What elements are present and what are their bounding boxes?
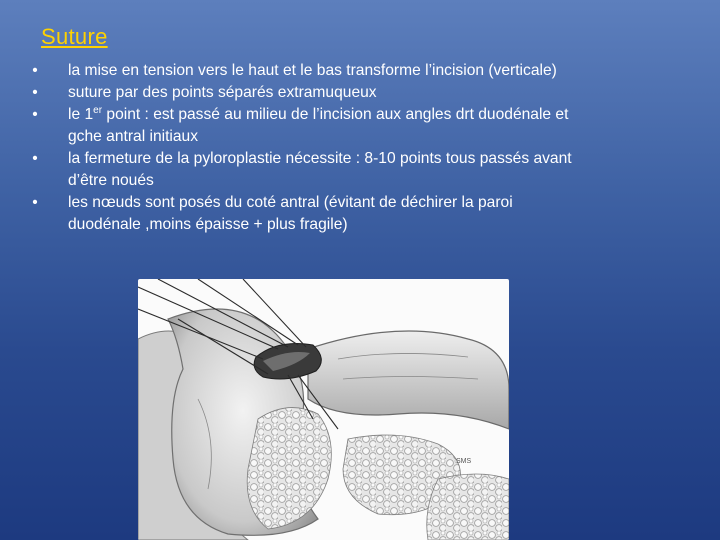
bullet-text: suture par des points séparés extramuqueux [68,84,377,101]
bullet-item [28,60,708,82]
bullet-text: la fermeture de la pyloroplastie nécessite : 8-10 points tous passés avant [68,150,572,167]
bullet-text-continued: duodénale ,moins épaisse + plus fragile) [68,216,348,233]
bullet-text-continued: d’être noués [68,172,154,189]
bullet-text-continued: gche antral initiaux [68,128,199,145]
bullet-text-start: le 1 [68,106,94,123]
bullet-item [28,192,708,236]
slide-title: Suture [41,24,108,49]
bullet-item [28,82,708,104]
bullet-item [28,148,708,192]
omentum-fat [247,408,331,529]
ordinal-superscript: er [93,105,103,116]
bullet-text: les nœuds sont posés du coté antral (évitant de déchirer la paroi [68,194,513,211]
illustrator-signature: SMS [456,458,472,465]
bullet-text-end: point : est passé au milieu de l’incision aux angles drt duodénale et [102,106,569,123]
bullet-list [28,60,708,236]
bullet-item [28,104,708,148]
bullet-dot: • [32,84,38,101]
bullet-text: la mise en tension vers le haut et le bas transforme l’incision (verticale) [68,62,557,79]
bullet-dot: • [32,194,38,211]
duodenum-shape [308,331,509,429]
omentum-fat [427,474,509,540]
bullet-dot: • [32,62,38,79]
illustration-svg [138,279,509,540]
surgical-illustration [138,279,509,540]
bullet-dot: • [32,150,38,167]
bullet-dot: • [32,106,38,123]
